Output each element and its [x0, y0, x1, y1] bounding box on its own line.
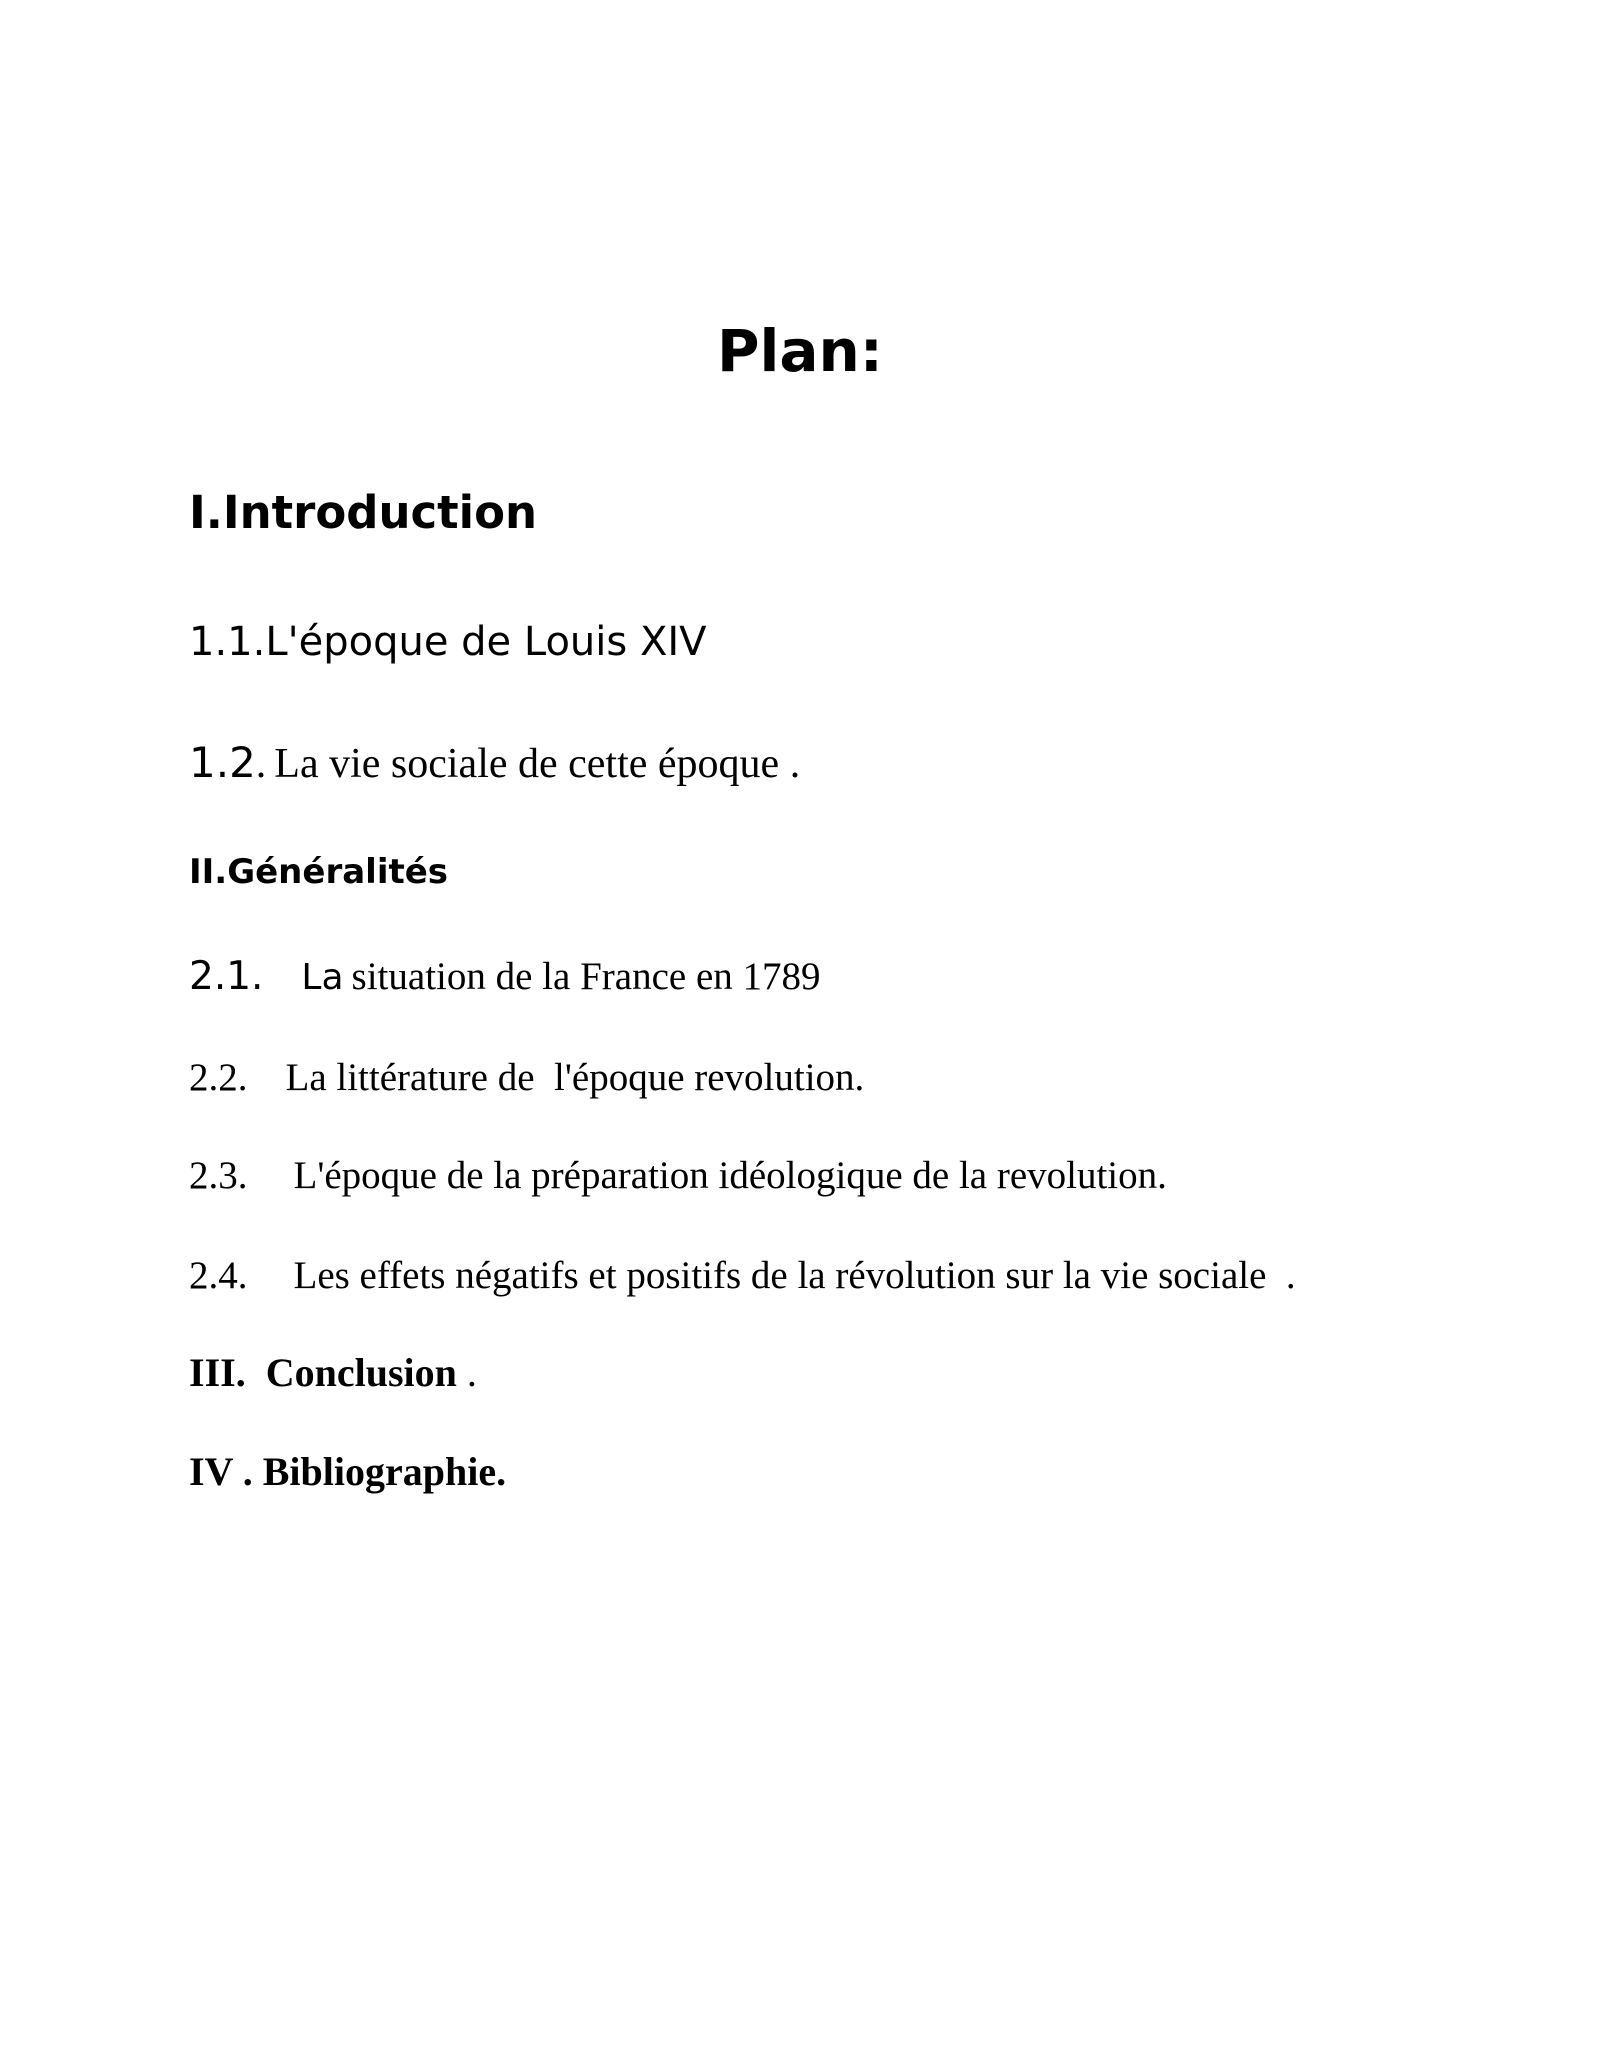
subsection-text: Les effets négatifs et positifs de la révolution sur la vie sociale .: [293, 1254, 1296, 1297]
subsection-2-3: [189, 1156, 1167, 1195]
subsection-text: La littérature de l'époque revolution.: [285, 1056, 865, 1099]
page-title: Plan:: [716, 317, 883, 385]
subsection-number: 2.3.: [189, 1154, 248, 1197]
section-conclusion-heading: [189, 1350, 477, 1395]
subsection-2-1: [189, 954, 821, 999]
subsection-text: L'époque de la préparation idéologique de la revolution.: [293, 1154, 1167, 1197]
section-introduction-heading: I.Introduction: [189, 486, 538, 539]
subsection-1-1: [189, 619, 707, 665]
subsection-number-dot: .: [255, 741, 267, 787]
subsection-number: 1.2: [189, 738, 256, 787]
subsection-number: 1.1.: [189, 619, 266, 665]
subsection-text: situation de la France en 1789: [351, 955, 821, 998]
subsection-1-2: [189, 738, 801, 787]
section-generalites-heading: II.Généralités: [189, 852, 449, 892]
section-label: III. Conclusion: [189, 1350, 457, 1395]
subsection-2-2: [189, 1058, 864, 1097]
subsection-number: 2.2.: [189, 1056, 248, 1099]
subsection-text: L'époque de Louis XIV: [265, 619, 707, 665]
subsection-2-4: [189, 1256, 1296, 1295]
subsection-number: 2.4.: [189, 1254, 248, 1297]
section-tail: .: [456, 1350, 477, 1395]
section-bibliographie-heading: IV . Bibliographie.: [189, 1449, 507, 1494]
subsection-number: 2.1.: [189, 954, 264, 999]
subsection-text: La vie sociale de cette époque .: [274, 741, 801, 787]
subsection-first-word: La: [301, 957, 344, 998]
